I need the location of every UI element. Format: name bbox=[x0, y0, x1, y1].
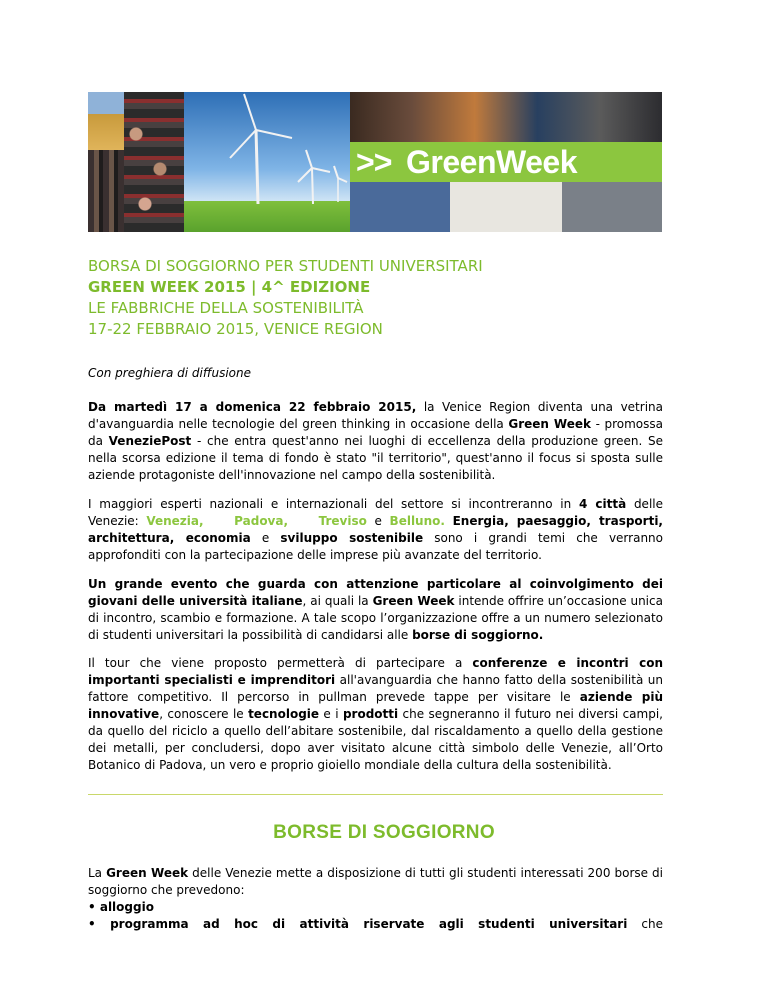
wind-turbine-icon bbox=[184, 92, 350, 232]
paragraph-students: Un grande evento che guarda con attenzione particolare al coinvolgimento dei giovani delle università italiane, ai quali la Green Week intende offrire un’occasione unica di incontro, scambio e formazione. A tale scopo l’organizzazione offre a un numero selezionato di studenti universitari la possibilità di candidarsi alle borse di soggiorno. bbox=[88, 577, 663, 642]
city-belluno: Belluno. bbox=[389, 514, 445, 528]
city-padova: Padova, bbox=[234, 514, 289, 528]
list-item-programma: • programma ad hoc di attività riservate agli studenti universitari che bbox=[88, 917, 663, 931]
students-photo bbox=[124, 92, 184, 232]
crowd-photo bbox=[88, 150, 124, 232]
section-title: BORSE DI SOGGIORNO bbox=[273, 822, 495, 843]
paragraph-tour: Il tour che viene proposto permetterà di partecipare a conferenze e incontri con importanti specialisti e imprenditori all'avanguardia che hanno fatto della sostenibilità un fattore competitivo. Il percorso in pullman prevede tappe per visitare le aziende più innovative, conoscere le tecnologie e i prodotti che segneranno il futuro nei diversi campi, da quello del riciclo a quello dell’abitare sostenibile, dal riscaldamento a quello della gestione dei metalli, per concludersi, dopo aver visitato alcune città simbolo delle Venezie, all’Orto Botanico di Padova, un vero e proprio gioiello mondiale della cultura della sostenibilità. bbox=[88, 656, 664, 772]
paragraph-borse: La Green Week delle Venezie mette a disposizione di tutti gli studenti interessati 200 borse di soggiorno che prevedono: bbox=[88, 866, 663, 897]
greenweek-logo: GreenWeek bbox=[406, 144, 577, 180]
event-photo-strip bbox=[350, 182, 662, 232]
city-venezia: Venezia, bbox=[146, 514, 204, 528]
heading-line-4: 17-22 FEBBRAIO 2015, VENICE REGION bbox=[88, 320, 383, 338]
section-divider bbox=[88, 794, 663, 795]
technology-photo-strip bbox=[350, 92, 662, 142]
paragraph-intro: Da martedì 17 a domenica 22 febbraio 2015, la Venice Region diventa una vetrina d'avanguardia nelle tecnologie del green thinking in occasione della Green Week - promossa da VeneziePost - che entra quest'anno nei luoghi di eccellenza della produzione green. Se nella scorsa edizione il tema di fondo è stato "il territorio", quest'anno il focus si sposta sulle aziende protagoniste dell'innovazione nel campo della sostenibilità. bbox=[88, 400, 663, 482]
wind-turbines-photo bbox=[184, 92, 350, 232]
heading-line-2: GREEN WEEK 2015 | 4^ EDIZIONE bbox=[88, 278, 371, 296]
paragraph-cities: I maggiori esperti nazionali e internazionali del settore si incontreranno in 4 città delle Venezie: Venezia, Padova, Treviso e Belluno. Energia, paesaggio, trasporti, architettura, economia e sviluppo sostenibile sono i grandi temi che verranno approfonditi con la partecipazione delle imprese più avanzate del territorio. bbox=[88, 497, 663, 562]
distribution-note: Con preghiera di diffusione bbox=[88, 366, 252, 380]
city-treviso: Treviso bbox=[318, 514, 367, 528]
wheat-field-photo bbox=[88, 92, 124, 150]
list-item-alloggio: • alloggio bbox=[88, 900, 154, 914]
header-banner bbox=[88, 92, 662, 232]
heading-line-1: BORSA DI SOGGIORNO PER STUDENTI UNIVERSITARI bbox=[88, 257, 483, 275]
heading-line-3: LE FABBRICHE DELLA SOSTENIBILITÀ bbox=[88, 299, 364, 317]
logo-arrows: >> bbox=[356, 144, 392, 180]
